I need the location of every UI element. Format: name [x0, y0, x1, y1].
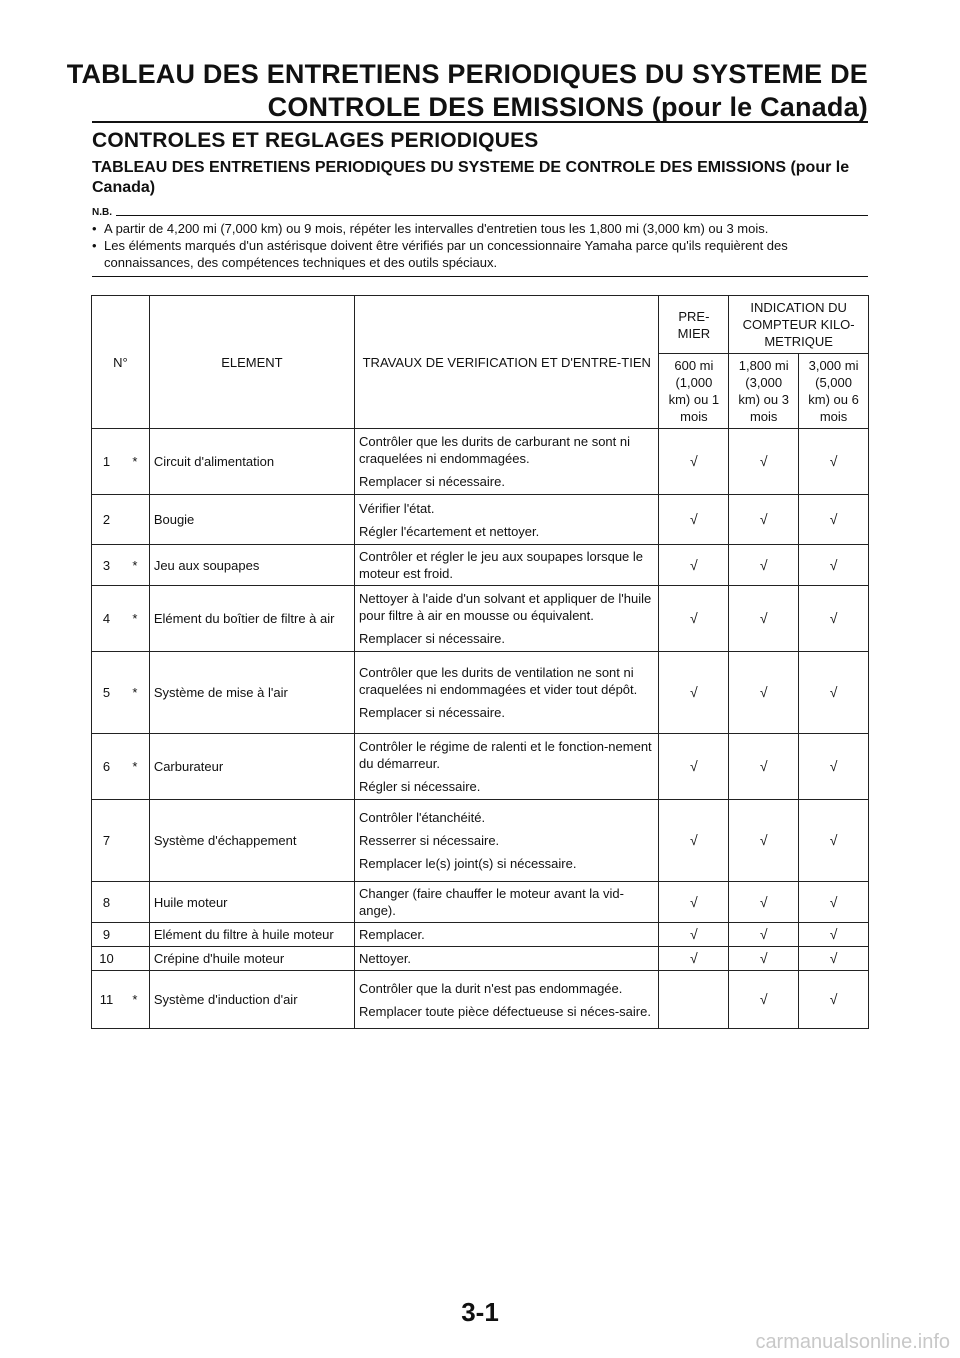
- element-name: Bougie: [149, 495, 354, 545]
- table-row: [92, 545, 869, 586]
- header-interval-1800mi: 1,800 mi (3,000 km) ou 3 mois: [729, 354, 799, 429]
- header-odometer: INDICATION DU COMPTEUR KILO-METRIQUE: [729, 296, 869, 354]
- task-text: Remplacer si nécessaire.: [359, 705, 505, 720]
- element-name: Système de mise à l'air: [149, 652, 354, 734]
- dealer-asterisk: *: [121, 545, 149, 586]
- row-number: 5: [92, 652, 121, 734]
- element-name: Circuit d'alimentation: [149, 429, 354, 495]
- check-mark-icon: √: [690, 610, 698, 626]
- note-list: [92, 220, 868, 271]
- watermark: carmanualsonline.info: [755, 1331, 950, 1353]
- check-mark-icon: √: [829, 511, 838, 527]
- check-mark-icon: √: [759, 684, 768, 700]
- table-row: [92, 652, 869, 734]
- task-text: Remplacer si nécessaire.: [359, 474, 505, 489]
- bullet-icon: •: [92, 221, 97, 236]
- task-cell: [355, 923, 659, 947]
- check-mark-icon: √: [690, 758, 698, 774]
- dealer-asterisk: [121, 882, 149, 923]
- check-cell: [729, 495, 799, 545]
- note-rule-bottom: [92, 276, 868, 277]
- check-mark-icon: √: [759, 832, 768, 848]
- row-number: 6: [92, 734, 121, 800]
- note-header: [92, 207, 868, 218]
- title-rule: [92, 121, 868, 123]
- row-number: 8: [92, 882, 121, 923]
- note-block: [92, 207, 868, 277]
- check-mark-icon: √: [759, 950, 768, 966]
- check-mark-icon: √: [690, 926, 698, 942]
- dealer-asterisk: [121, 923, 149, 947]
- check-cell: [799, 652, 869, 734]
- task-text: Contrôler et régler le jeu aux soupapes lorsque le moteur est froid.: [359, 549, 644, 581]
- task-text: Nettoyer à l'aide d'un solvant et appliquer de l'huile pour filtre à air en mousse ou équivalent.: [359, 591, 652, 623]
- check-cell: [729, 923, 799, 947]
- table-row: [92, 734, 869, 800]
- check-cell: [799, 586, 869, 652]
- task-cell: [355, 429, 659, 495]
- row-number: 1: [92, 429, 121, 495]
- header-no: N°: [92, 296, 150, 429]
- check-mark-icon: √: [829, 950, 838, 966]
- element-name: Huile moteur: [149, 882, 354, 923]
- task-text: Contrôler que les durits de carburant ne sont ni craquelées ni endommagées.: [359, 434, 631, 466]
- task-text: Contrôler le régime de ralenti et le fonction-nement du démarreur.: [359, 739, 652, 771]
- row-number: 4: [92, 586, 121, 652]
- element-name: Jeu aux soupapes: [149, 545, 354, 586]
- check-cell: [799, 495, 869, 545]
- task-text: Régler l'écartement et nettoyer.: [359, 523, 540, 539]
- dealer-asterisk: *: [121, 734, 149, 800]
- check-mark-icon: √: [690, 511, 698, 527]
- element-name: Système d'échappement: [149, 800, 354, 882]
- element-name: Crépine d'huile moteur: [149, 947, 354, 971]
- row-number: 9: [92, 923, 121, 947]
- check-cell: [799, 923, 869, 947]
- task-cell: [355, 652, 659, 734]
- dealer-asterisk: [121, 495, 149, 545]
- element-name: Elément du boîtier de filtre à air: [149, 586, 354, 652]
- header-row-1: [92, 296, 869, 354]
- row-number: 2: [92, 495, 121, 545]
- task-cell: [355, 800, 659, 882]
- note-item-text: A partir de 4,200 mi (7,000 km) ou 9 mois, répéter les intervalles d'entretien tous les 1,800 mi (3,000 km) ou 3 mois.: [104, 221, 769, 236]
- check-mark-icon: √: [829, 832, 838, 848]
- task-cell: [355, 586, 659, 652]
- check-cell: [659, 800, 729, 882]
- maintenance-table: [91, 295, 869, 1029]
- task-text: Contrôler que la durit n'est pas endommagée.: [359, 980, 623, 996]
- check-mark-icon: √: [759, 556, 768, 573]
- bullet-icon: •: [92, 238, 97, 253]
- header-task: TRAVAUX DE VERIFICATION ET D'ENTRE-TIEN: [355, 296, 659, 429]
- check-mark-icon: √: [759, 893, 768, 910]
- table-row: [92, 971, 869, 1029]
- table-row: [92, 586, 869, 652]
- check-cell: [729, 734, 799, 800]
- check-mark-icon: √: [690, 832, 698, 848]
- check-cell: [729, 882, 799, 923]
- check-mark-icon: √: [690, 453, 698, 469]
- check-mark-icon: √: [829, 453, 838, 469]
- check-cell: [659, 971, 729, 1029]
- element-name: Elément du filtre à huile moteur: [149, 923, 354, 947]
- check-cell: [659, 495, 729, 545]
- check-mark-icon: √: [829, 610, 838, 626]
- check-mark-icon: √: [759, 453, 768, 469]
- task-cell: [355, 947, 659, 971]
- header-first: PRE-MIER: [659, 296, 729, 354]
- note-item: [92, 237, 868, 271]
- table-row: [92, 800, 869, 882]
- table-row: [92, 923, 869, 947]
- check-mark-icon: √: [829, 991, 838, 1007]
- page-title-line-1: TABLEAU DES ENTRETIENS PERIODIQUES DU SYSTEME DE: [66, 59, 868, 89]
- header-interval-3000mi: 3,000 mi (5,000 km) ou 6 mois: [799, 354, 869, 429]
- check-cell: [729, 947, 799, 971]
- row-number: 3: [92, 545, 121, 586]
- dealer-asterisk: [121, 800, 149, 882]
- element-name: Système d'induction d'air: [149, 971, 354, 1029]
- table-row: [92, 882, 869, 923]
- note-label: N.B.: [92, 207, 112, 218]
- check-cell: [659, 947, 729, 971]
- task-cell: [355, 545, 659, 586]
- check-cell: [799, 734, 869, 800]
- check-cell: [659, 429, 729, 495]
- check-cell: [729, 652, 799, 734]
- task-text: Resserrer si nécessaire.: [359, 833, 500, 848]
- table-row: [92, 495, 869, 545]
- row-number: 10: [92, 947, 121, 971]
- check-mark-icon: √: [690, 950, 698, 966]
- task-text: Vérifier l'état.: [359, 500, 435, 516]
- check-mark-icon: √: [829, 926, 838, 942]
- task-text: Changer (faire chauffer le moteur avant la vid-ange).: [359, 886, 624, 918]
- check-mark-icon: √: [759, 758, 768, 774]
- dealer-asterisk: *: [121, 652, 149, 734]
- task-text: Régler si nécessaire.: [359, 779, 481, 794]
- check-cell: [659, 652, 729, 734]
- row-number: 11: [92, 971, 121, 1029]
- check-cell: [799, 971, 869, 1029]
- check-mark-icon: √: [829, 893, 838, 910]
- note-rule-top: [116, 215, 868, 216]
- check-cell: [659, 923, 729, 947]
- check-mark-icon: √: [829, 758, 838, 774]
- dealer-asterisk: *: [121, 586, 149, 652]
- task-text: Remplacer toute pièce défectueuse si néces-saire.: [359, 1003, 651, 1019]
- check-mark-icon: √: [759, 511, 768, 527]
- check-cell: [799, 947, 869, 971]
- task-cell: [355, 971, 659, 1029]
- dealer-asterisk: [121, 947, 149, 971]
- task-text: Contrôler que les durits de ventilation ne sont ni craquelées ni endommagées et vider tout dépôt.: [359, 665, 638, 697]
- check-cell: [729, 545, 799, 586]
- check-cell: [659, 545, 729, 586]
- dealer-asterisk: *: [121, 971, 149, 1029]
- check-cell: [729, 586, 799, 652]
- task-text: Remplacer le(s) joint(s) si nécessaire.: [359, 856, 577, 871]
- table-body: [92, 429, 869, 1029]
- check-cell: [659, 882, 729, 923]
- check-cell: [729, 800, 799, 882]
- task-cell: [355, 882, 659, 923]
- check-mark-icon: √: [759, 991, 768, 1007]
- task-cell: [355, 734, 659, 800]
- note-item-text: Les éléments marqués d'un astérisque doivent être vérifiés par un concessionnaire Yamaha parce qu'ils requièrent des connaissances, des compétences techniques et des outils spéciaux.: [104, 238, 788, 270]
- check-cell: [799, 429, 869, 495]
- task-text: Remplacer si nécessaire.: [359, 631, 505, 646]
- check-mark-icon: √: [829, 684, 838, 700]
- table-row: [92, 947, 869, 971]
- header-element: ELEMENT: [149, 296, 354, 429]
- task-text: Contrôler l'étanchéité.: [359, 810, 486, 825]
- check-mark-icon: √: [690, 893, 698, 910]
- check-cell: [799, 800, 869, 882]
- task-cell: [355, 495, 659, 545]
- table-row: [92, 429, 869, 495]
- check-cell: [799, 882, 869, 923]
- check-cell: [729, 971, 799, 1029]
- check-cell: [659, 586, 729, 652]
- note-item: [92, 220, 868, 237]
- row-number: 7: [92, 800, 121, 882]
- task-text: Remplacer.: [359, 927, 425, 942]
- check-mark-icon: √: [690, 556, 698, 573]
- page-number: 3-1: [461, 1297, 499, 1327]
- dealer-asterisk: *: [121, 429, 149, 495]
- element-name: Carburateur: [149, 734, 354, 800]
- check-cell: [729, 429, 799, 495]
- section-heading: CONTROLES ET REGLAGES PERIODIQUES: [92, 129, 539, 152]
- check-cell: [799, 545, 869, 586]
- check-cell: [659, 734, 729, 800]
- check-mark-icon: √: [759, 926, 768, 942]
- check-mark-icon: √: [690, 684, 698, 700]
- check-mark-icon: √: [759, 610, 768, 626]
- task-text: Nettoyer.: [359, 951, 412, 966]
- header-interval-600mi: 600 mi (1,000 km) ou 1 mois: [659, 354, 729, 429]
- page-title: [67, 58, 868, 124]
- check-mark-icon: √: [829, 556, 838, 573]
- sub-heading: TABLEAU DES ENTRETIENS PERIODIQUES DU SYSTEME DE CONTROLE DES EMISSIONS (pour le Canada): [92, 159, 850, 196]
- page-title-line-2: CONTROLE DES EMISSIONS (pour le Canada): [267, 92, 868, 122]
